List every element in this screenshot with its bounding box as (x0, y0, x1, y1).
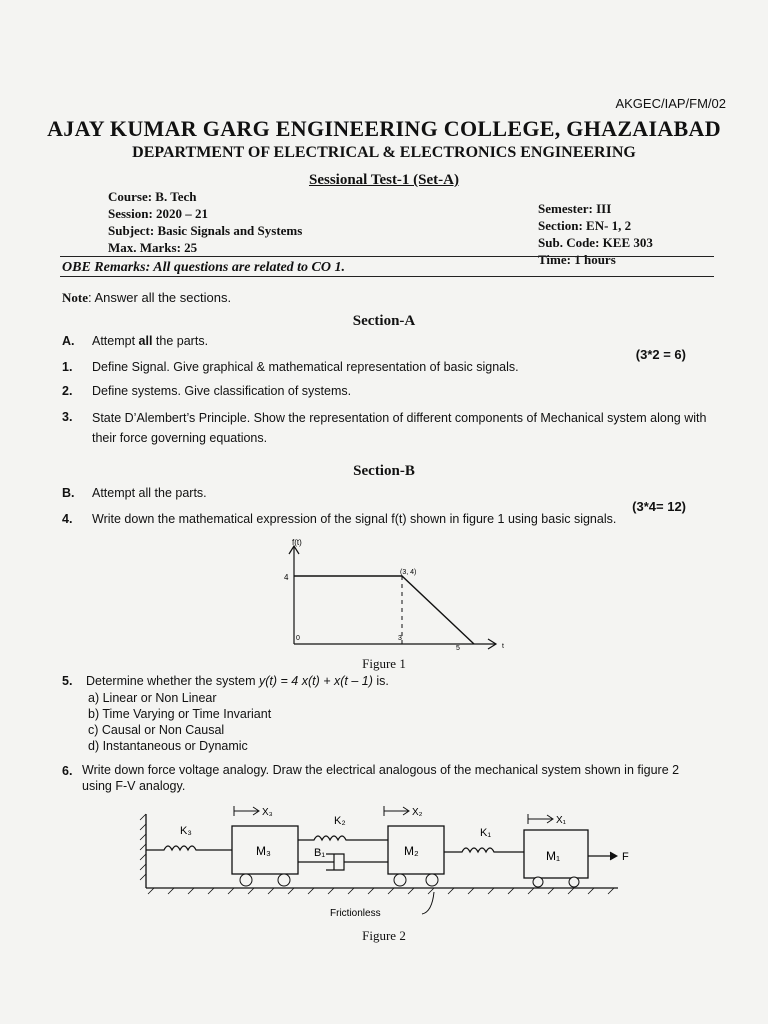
section: Section: EN- 1, 2 (538, 218, 632, 233)
section-a-title: Section-A (352, 313, 416, 329)
question-5-block (0, 672, 768, 762)
exam-meta-left (108, 188, 302, 256)
frictionless-label: Frictionless (330, 908, 381, 919)
system-equation: y(t) = 4 x(t) + x(t – 1) (259, 674, 373, 688)
test-title: Sessional Test-1 (Set-A) (308, 172, 459, 188)
point-label: (3, 4) (400, 569, 417, 576)
instruction-b: Attempt all the parts. (92, 486, 207, 500)
ground-hatch (148, 888, 614, 894)
semester: Semester: III (538, 201, 612, 216)
figure-2-caption: Figure 2 (362, 928, 406, 943)
session: Session: 2020 – 21 (108, 206, 209, 221)
section-a (0, 332, 768, 452)
m3-label: M₃ (256, 844, 271, 858)
x-axis-label: t (502, 643, 504, 650)
figure-1-graph (270, 536, 510, 656)
wheel (426, 874, 438, 886)
question-6-block (0, 762, 768, 802)
obe-remarks: OBE Remarks: All questions are related to CO 1. (62, 260, 346, 275)
force-label: F (622, 851, 629, 863)
question-4: Write down the mathematical expression of the signal f(t) shown in figure 1 using basic signals. (92, 512, 617, 526)
note-label: Note (62, 290, 88, 305)
note (62, 290, 231, 306)
damper-b1 (298, 854, 388, 870)
document-code: AKGEC/IAP/FM/02 (615, 96, 726, 111)
y-axis-label: f(t) (292, 538, 302, 547)
divider (60, 276, 714, 277)
option-c: c) Causal or Non Causal (88, 723, 225, 737)
spring-k1 (444, 848, 524, 852)
question-number: 3. (62, 410, 73, 424)
subject: Subject: Basic Signals and Systems (108, 223, 303, 238)
figure-1-caption: Figure 1 (362, 656, 406, 671)
exam-meta-right (538, 200, 653, 268)
marks-b: (3*4= 12) (632, 499, 686, 514)
note-text: : Answer all the sections. (88, 290, 232, 305)
figure-2-mechanical-system (138, 800, 638, 926)
section-b-title: Section-B (353, 463, 415, 479)
x3-label: X₃ (262, 807, 273, 818)
signal-line (294, 576, 474, 644)
spring-k2 (298, 836, 388, 840)
sub-code: Sub. Code: KEE 303 (538, 235, 653, 250)
instruction-a: Attempt all the parts. (92, 334, 209, 348)
question-6: Write down force voltage analogy. Draw the electrical analogous of the mechanical system shown in figure 2 using F-V analogy. (82, 763, 680, 793)
question-3: State D’Alembert’s Principle. Show the representation of different components of Mechanical system along with their force governing equations. (92, 411, 707, 445)
question-number: 6. (62, 764, 73, 778)
wheel (278, 874, 290, 886)
question-number: 1. (62, 360, 73, 374)
origin-label: 0 (296, 635, 300, 642)
x2-label: X₂ (412, 807, 423, 818)
x-tick-5: 5 (456, 645, 460, 652)
max-marks: Max. Marks: 25 (108, 240, 198, 255)
wheel (569, 877, 579, 887)
question-5: Determine whether the system y(t) = 4 x(t) + x(t – 1) is. (86, 674, 389, 688)
option-a: a) Linear or Non Linear (88, 691, 217, 705)
question-number: 5. (62, 674, 73, 688)
time: Time: 1 hours (538, 252, 616, 267)
wall-hatch (140, 814, 146, 880)
marks-a: (3*2 = 6) (635, 347, 686, 362)
department-name: DEPARTMENT OF ELECTRICAL & ELECTRONICS ENGINEERING (132, 144, 636, 161)
question-2: Define systems. Give classification of systems. (92, 384, 352, 398)
k1-label: K₁ (480, 827, 492, 839)
option-b: b) Time Varying or Time Invariant (88, 707, 272, 721)
college-name: AJAY KUMAR GARG ENGINEERING COLLEGE, GHAZAIABAD (47, 116, 721, 141)
k2-label: K₂ (334, 815, 346, 827)
frictionless-pointer (422, 892, 434, 914)
x1-label: X₁ (556, 815, 567, 826)
course: Course: B. Tech (108, 189, 197, 204)
force-arrow (610, 852, 617, 860)
section-b-intro (0, 484, 768, 544)
option-d: d) Instantaneous or Dynamic (88, 739, 248, 753)
k3-label: K₃ (180, 825, 192, 837)
instruction-number: A. (62, 334, 75, 348)
b1-label: B₁ (314, 847, 326, 859)
wheel (394, 874, 406, 886)
m1-label: M₁ (546, 849, 561, 863)
instruction-number: B. (62, 486, 75, 500)
divider (60, 256, 714, 257)
spring-k3 (146, 846, 232, 850)
y-tick-4: 4 (284, 573, 289, 582)
question-1: Define Signal. Give graphical & mathematical representation of basic signals. (92, 360, 519, 374)
question-number: 4. (62, 512, 73, 526)
wheel (240, 874, 252, 886)
m2-label: M₂ (404, 844, 419, 858)
question-number: 2. (62, 384, 73, 398)
x-tick-3: 3 (398, 635, 402, 642)
wheel (533, 877, 543, 887)
